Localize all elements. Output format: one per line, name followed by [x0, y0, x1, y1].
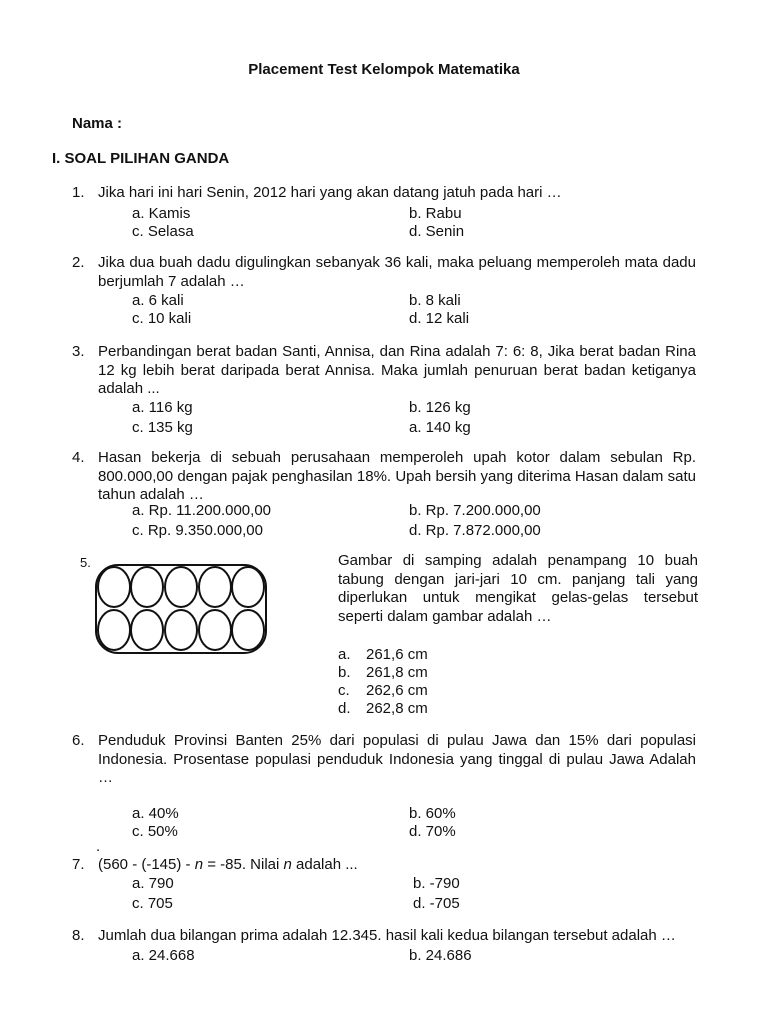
question-1 — [72, 184, 696, 239]
cylinder-circle — [131, 567, 163, 607]
cylinder-circle — [131, 610, 163, 650]
options — [132, 203, 696, 239]
question-number: 8. — [72, 927, 85, 944]
question-text: Penduduk Provinsi Banten 25% dari populasi di pulau Jawa dan 15% dari populasi Indonesia. Prosentase populasi penduduk Indonesia yang tinggal di pulau Jawa Adalah … — [98, 732, 696, 786]
cylinder-circle — [199, 567, 231, 607]
options — [132, 946, 696, 966]
question-4 — [72, 449, 696, 545]
option-b: b. -790 — [413, 874, 460, 892]
question-8 — [72, 927, 696, 966]
question-number: 2. — [72, 254, 85, 271]
option-a: a. 116 kg — [132, 398, 193, 416]
cylinder-circle — [165, 610, 197, 650]
option-a: a. 6 kali — [132, 292, 184, 309]
question-text: Jika dua buah dadu digulingkan sebanyak 36 kali, maka peluang memperoleh mata dadu berjumlah 7 adalah … — [98, 254, 696, 290]
question-5-number: 5. — [80, 555, 91, 570]
option-d: d. 70% — [409, 822, 456, 840]
option-b: b. 60% — [409, 804, 456, 822]
option-a: a. 24.668 — [132, 946, 195, 964]
option-d: d. 12 kali — [409, 310, 470, 327]
option-d: a. 140 kg — [409, 418, 471, 436]
cylinder-circle — [98, 567, 130, 607]
option-a: a. 790 — [132, 874, 174, 892]
option-d: d. Rp. 7.872.000,00 — [409, 521, 541, 539]
cylinders-figure — [94, 563, 268, 655]
options — [132, 291, 696, 327]
stray-dot: . — [96, 838, 101, 855]
cylinder-circles — [98, 567, 264, 650]
options — [132, 875, 696, 915]
page-title: Placement Test Kelompok Matematika — [248, 61, 520, 78]
question-text: Jika hari ini hari Senin, 2012 hari yang akan datang jatuh pada hari … — [98, 184, 562, 201]
option-a: a. 40% — [132, 804, 179, 822]
question-5-options — [338, 646, 428, 718]
question-text: Perbandingan berat badan Santi, Annisa, dan Rina adalah 7: 6: 8, Jika berat badan Rina 12 kg lebih berat daripada berat Annisa. Maka jumlah penuruan berat badan ketiganya adalah ... — [98, 343, 696, 397]
question-number: 1. — [72, 184, 85, 201]
question-number: 4. — [72, 449, 85, 466]
option-c: c. Rp. 9.350.000,00 — [132, 521, 263, 539]
option-c: c. 50% — [132, 822, 178, 840]
question-number: 7. — [72, 856, 85, 873]
option-c: c. Selasa — [132, 222, 194, 240]
option-b: b. 126 kg — [409, 398, 471, 416]
option-d: d. -705 — [413, 894, 460, 912]
options — [132, 501, 696, 545]
option-c: c. 262,6 cm — [338, 682, 428, 699]
option-b: b. Rp. 7.200.000,00 — [409, 501, 541, 519]
cylinder-circle — [232, 610, 264, 650]
cylinder-circle — [232, 567, 264, 607]
question-number: 3. — [72, 343, 85, 360]
question-7 — [72, 856, 696, 915]
cylinder-circle — [199, 610, 231, 650]
option-a: a. 261,6 cm — [338, 646, 428, 663]
option-c: c. 10 kali — [132, 310, 192, 327]
cylinder-circle — [165, 567, 197, 607]
question-number: 6. — [72, 732, 85, 749]
name-label: Nama : — [72, 115, 123, 132]
question-2 — [72, 254, 696, 327]
question-5-text: Gambar di samping adalah penampang 10 buah tabung dengan jari-jari 10 cm. panjang tali yang diperlukan untuk mengikat gelas-gelas tersebut seperti dalam gambar adalah … — [338, 552, 698, 625]
option-a: a. Rp. 11.200.000,00 — [132, 501, 271, 519]
option-c: c. 705 — [132, 894, 173, 912]
options — [132, 399, 696, 439]
question-text: Jumlah dua bilangan prima adalah 12.345. hasil kali kedua bilangan tersebut adalah … — [98, 927, 676, 944]
question-text: (560 - (-145) - n = -85. Nilai n adalah ... — [98, 856, 358, 873]
cylinder-circle — [98, 610, 130, 650]
option-d: d. Senin — [409, 222, 465, 240]
option-a: a. Kamis — [132, 204, 191, 222]
question-6 — [72, 732, 696, 843]
option-b: b. 261,8 cm — [338, 664, 428, 681]
question-text: Hasan bekerja di sebuah perusahaan memperoleh upah kotor dalam sebulan Rp. 800.000,00 dengan pajak penghasilan 18%. Upah bersih yang diterima Hasan dalam satu tahun adalah … — [98, 449, 696, 503]
option-b: b. 24.686 — [409, 946, 472, 964]
option-b: b. Rabu — [409, 204, 462, 222]
option-b: b. 8 kali — [409, 292, 461, 309]
options — [132, 803, 696, 843]
option-c: c. 135 kg — [132, 418, 193, 436]
question-3 — [72, 343, 696, 439]
section-title: I. SOAL PILIHAN GANDA — [52, 150, 230, 167]
option-d: d. 262,8 cm — [338, 700, 428, 717]
